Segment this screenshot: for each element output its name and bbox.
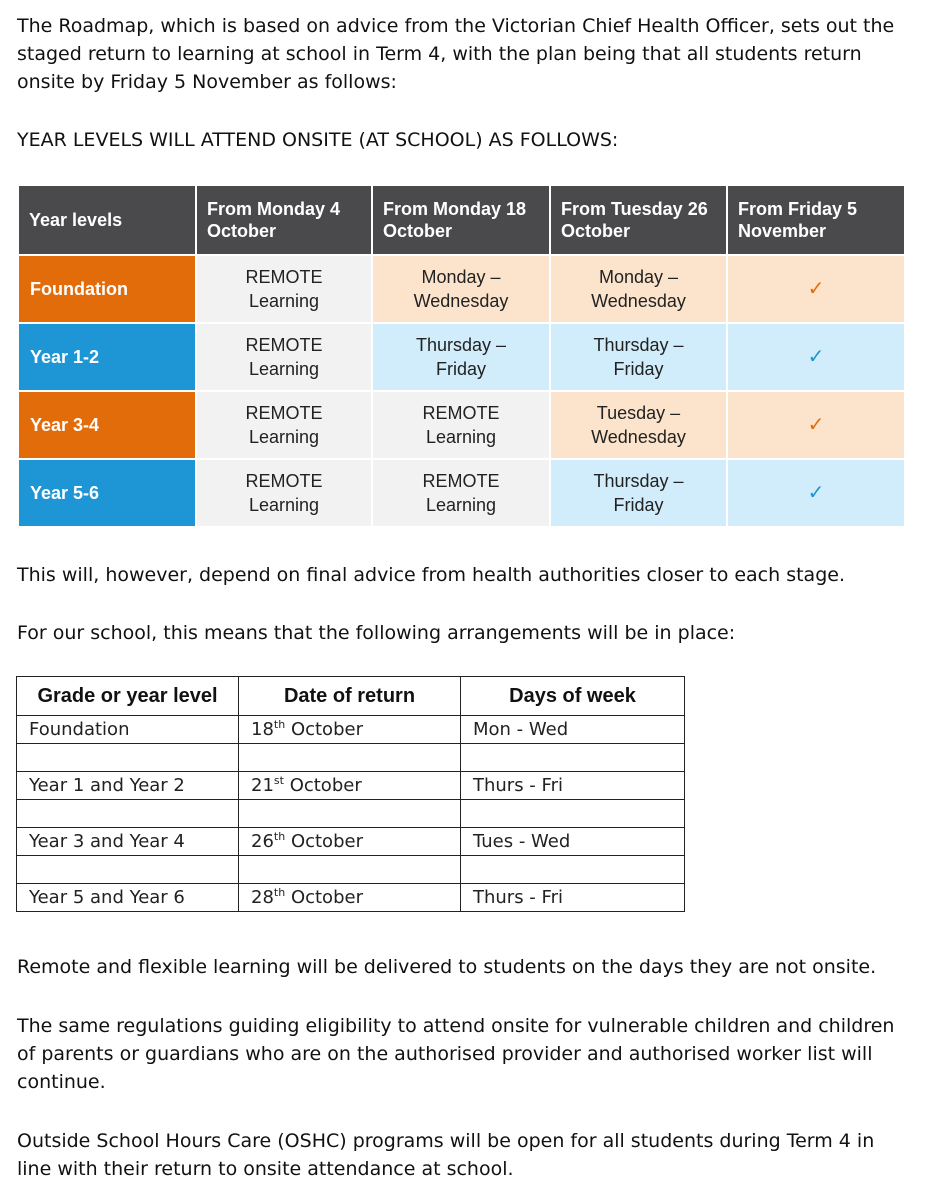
section-heading: YEAR LEVELS WILL ATTEND ONSITE (AT SCHOOL) AS FOLLOWS:: [17, 129, 619, 151]
arrangements-date: 18th October: [239, 716, 461, 744]
roadmap-cell: REMOTE Learning: [196, 459, 372, 527]
roadmap-cell: REMOTE Learning: [196, 255, 372, 323]
note-health-advice: This will, however, depend on final advice from health authorities closer to each stage.: [17, 564, 845, 586]
arrangements-date: 28th October: [239, 884, 461, 912]
roadmap-header-18-october: From Monday 18 October: [372, 185, 550, 255]
arrangements-level: Year 5 and Year 6: [17, 884, 239, 912]
roadmap-cell: [727, 391, 905, 459]
intro-paragraph: [17, 12, 922, 96]
intro-line-1: The Roadmap, which is based on advice from the Victorian Chief Health Officer, sets out the: [17, 15, 895, 37]
intro-line-3: onsite by Friday 5 November as follows:: [17, 71, 397, 93]
roadmap-cell: REMOTE Learning: [372, 459, 550, 527]
roadmap-header-row: [18, 185, 905, 255]
checkmark-icon: ✓: [807, 414, 825, 436]
arrangements-level: Foundation: [17, 716, 239, 744]
table-row-empty: [17, 744, 685, 772]
roadmap-header-4-october: From Monday 4 October: [196, 185, 372, 255]
arrangements-days: Mon - Wed: [461, 716, 685, 744]
roadmap-header-26-october: From Tuesday 26 October: [550, 185, 727, 255]
roadmap-row-year-1-2: [18, 323, 905, 391]
roadmap-cell: Monday – Wednesday: [372, 255, 550, 323]
roadmap-cell: [727, 323, 905, 391]
arrangements-date: 21st October: [239, 772, 461, 800]
arrangements-table: [16, 676, 685, 912]
roadmap-header-5-november: From Friday 5 November: [727, 185, 905, 255]
para-regulations: The same regulations guiding eligibility to attend onsite for vulnerable children and children of parents or guardians who are on the authorised provider and authorised worker list will continue.: [17, 1015, 895, 1093]
roadmap-level-cell: Year 3-4: [18, 391, 196, 459]
roadmap-cell: Thursday – Friday: [550, 323, 727, 391]
table-row-empty: [17, 800, 685, 828]
arrangements-header-level: Grade or year level: [17, 677, 239, 716]
para-remote-learning: Remote and flexible learning will be delivered to students on the days they are not onsite.: [17, 956, 877, 978]
arrangements-level: Year 3 and Year 4: [17, 828, 239, 856]
roadmap-cell: REMOTE Learning: [196, 391, 372, 459]
roadmap-cell: Thursday – Friday: [372, 323, 550, 391]
arrangements-days: Tues - Wed: [461, 828, 685, 856]
roadmap-cell: Tuesday – Wednesday: [550, 391, 727, 459]
arrangements-days: Thurs - Fri: [461, 884, 685, 912]
checkmark-icon: ✓: [807, 278, 825, 300]
roadmap-header-year-levels: Year levels: [18, 185, 196, 255]
roadmap-cell: Thursday – Friday: [550, 459, 727, 527]
table-row: [17, 772, 685, 800]
arrangements-header-row: [17, 677, 685, 716]
roadmap-level-cell: Foundation: [18, 255, 196, 323]
roadmap-table: [17, 184, 906, 528]
roadmap-level-cell: Year 5-6: [18, 459, 196, 527]
checkmark-icon: ✓: [807, 346, 825, 368]
roadmap-cell: [727, 255, 905, 323]
roadmap-row-year-3-4: [18, 391, 905, 459]
para-oshc: Outside School Hours Care (OSHC) programs will be open for all students during Term 4 in line with their return to onsite attendance at school.: [17, 1130, 875, 1180]
roadmap-row-year-5-6: [18, 459, 905, 527]
arrangements-days: Thurs - Fri: [461, 772, 685, 800]
roadmap-cell: [727, 459, 905, 527]
table-row: [17, 716, 685, 744]
roadmap-cell: REMOTE Learning: [196, 323, 372, 391]
intro-line-2: staged return to learning at school in Term 4, with the plan being that all students return: [17, 43, 862, 65]
checkmark-icon: ✓: [807, 482, 825, 504]
roadmap-cell: Monday – Wednesday: [550, 255, 727, 323]
note-arrangements: For our school, this means that the following arrangements will be in place:: [17, 622, 736, 644]
arrangements-level: Year 1 and Year 2: [17, 772, 239, 800]
table-row: [17, 884, 685, 912]
arrangements-header-days: Days of week: [461, 677, 685, 716]
table-row: [17, 828, 685, 856]
table-row-empty: [17, 856, 685, 884]
roadmap-row-foundation: [18, 255, 905, 323]
roadmap-cell: REMOTE Learning: [372, 391, 550, 459]
arrangements-date: 26th October: [239, 828, 461, 856]
arrangements-header-date: Date of return: [239, 677, 461, 716]
roadmap-level-cell: Year 1-2: [18, 323, 196, 391]
